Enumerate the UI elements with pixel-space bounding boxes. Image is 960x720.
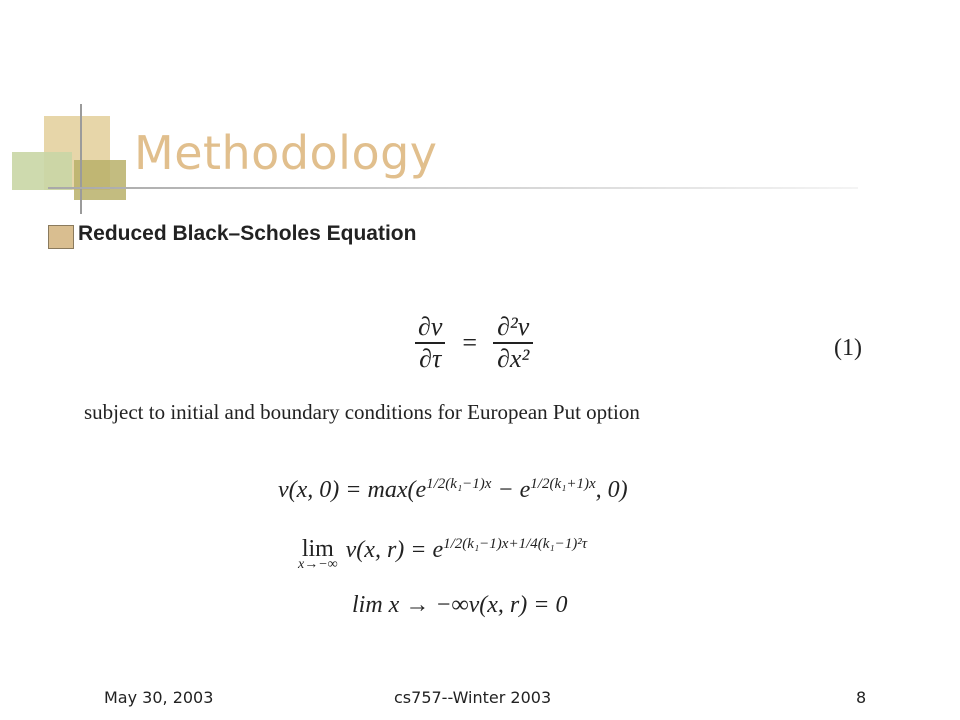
title-underline: [48, 187, 858, 189]
subject-text: subject to initial and boundary conditions for European Put option: [84, 400, 640, 424]
eq3-exp: 1/2(k₁−1)x+1/4(k₁−1)²τ: [443, 536, 588, 552]
rhs-numerator: ∂²v: [497, 312, 530, 341]
eq3-body: v(x, r) = e: [345, 537, 444, 563]
eq2-exp1: 1/2(k₁−1)x: [426, 476, 492, 492]
equation-3: [298, 536, 587, 573]
equation-1: [408, 312, 539, 374]
equation-number: (1): [834, 335, 862, 361]
fraction-lhs: [414, 312, 446, 374]
footer-date: May 30, 2003: [104, 688, 214, 707]
decor-vertical-line: [80, 104, 82, 214]
equation-4: lim x → −∞v(x, r) = 0: [352, 592, 568, 618]
eq2-part1: v(x, 0) = max(e: [278, 477, 427, 503]
limit-operator: [298, 536, 338, 573]
equation-2: [278, 476, 628, 504]
lhs-numerator: ∂v: [418, 312, 443, 341]
bullet-square-icon: [48, 225, 74, 249]
eq2-end: , 0): [595, 477, 628, 503]
eq2-exp2: 1/2(k₁+1)x: [530, 476, 596, 492]
rhs-denominator: ∂x²: [493, 342, 533, 374]
decor-block-green: [12, 152, 72, 190]
slide-heading: Reduced Black–Scholes Equation: [78, 222, 417, 245]
lhs-denominator: ∂τ: [415, 342, 445, 374]
slide-title: Methodology: [134, 126, 438, 180]
footer-course: cs757--Winter 2003: [394, 688, 552, 707]
lim-subscript: x→−∞: [298, 557, 338, 572]
equals-sign: =: [462, 328, 478, 357]
fraction-rhs: [493, 312, 533, 374]
eq2-mid: − e: [491, 477, 531, 503]
lim-text: lim: [301, 536, 334, 562]
footer-page-number: 8: [856, 688, 867, 707]
